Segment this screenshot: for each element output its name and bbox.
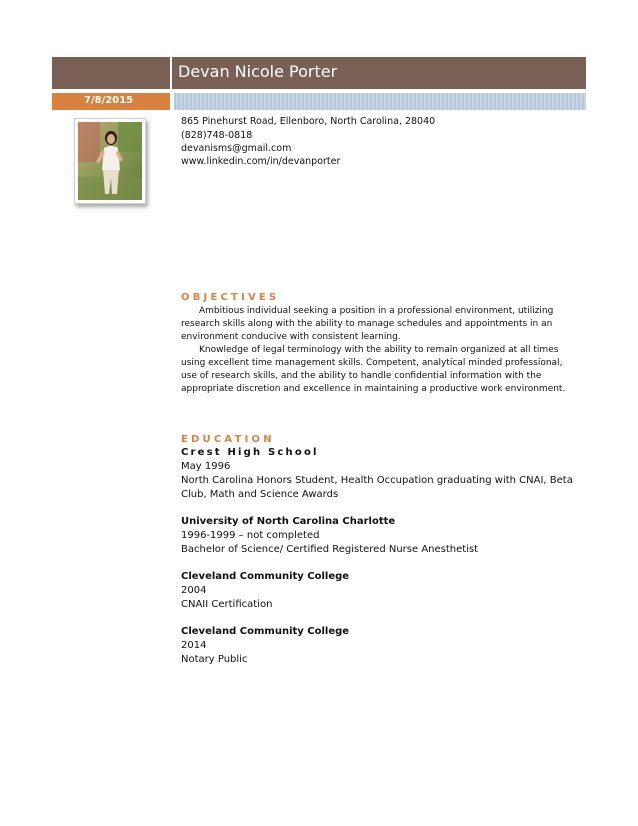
education-detail: CNAII Certification xyxy=(181,599,273,610)
profile-photo xyxy=(78,122,142,200)
contact-address: 865 Pinehurst Road, Ellenboro, North Carolina, 28040 xyxy=(181,116,436,127)
education-detail: Club, Math and Science Awards xyxy=(181,489,339,500)
education-detail: Notary Public xyxy=(181,654,248,665)
education-school: Cleveland Community College xyxy=(181,626,350,637)
education-date: 2014 xyxy=(181,640,207,651)
contact-phone: (828)748-0818 xyxy=(181,130,253,141)
accent-bar xyxy=(174,93,586,110)
objectives-paragraph-2: Knowledge of legal terminology with the ability to remain organized at all times using excellent time management skills. Competent, analytical minded professional, use of research skills, and the ability to handle confidential information with the appropriate discretion and excellence in maintaining a productive work environment. xyxy=(181,345,566,394)
education-school: Crest High School xyxy=(181,447,319,458)
education-detail: Bachelor of Science/ Certified Registered Nurse Anesthetist xyxy=(181,544,479,555)
education-detail: North Carolina Honors Student, Health Occupation graduating with CNAI, Beta xyxy=(181,475,573,486)
objectives-heading: OBJECTIVES xyxy=(181,292,280,303)
education-date: 2004 xyxy=(181,585,207,596)
objectives-paragraph-1: Ambitious individual seeking a position in a professional environment, utilizing research skills along with the ability to manage schedules and appointments in an environment conducive with consistent learning. xyxy=(181,306,554,342)
education-date: May 1996 xyxy=(181,461,231,472)
education-heading: EDUCATION xyxy=(181,434,275,445)
education-school: Cleveland Community College xyxy=(181,571,350,582)
contact-email: devanisms@gmail.com xyxy=(181,143,292,154)
profile-photo-frame xyxy=(74,118,146,204)
date-bar xyxy=(52,93,170,110)
education-school: University of North Carolina Charlotte xyxy=(181,516,396,527)
applicant-name: Devan Nicole Porter xyxy=(178,62,338,81)
name-bar xyxy=(172,57,586,89)
education-date: 1996-1999 – not completed xyxy=(181,530,320,541)
name-bar-left xyxy=(52,57,170,89)
document-date: 7/8/2015 xyxy=(84,95,134,106)
contact-linkedin: www.linkedin.com/in/devanporter xyxy=(181,156,341,167)
